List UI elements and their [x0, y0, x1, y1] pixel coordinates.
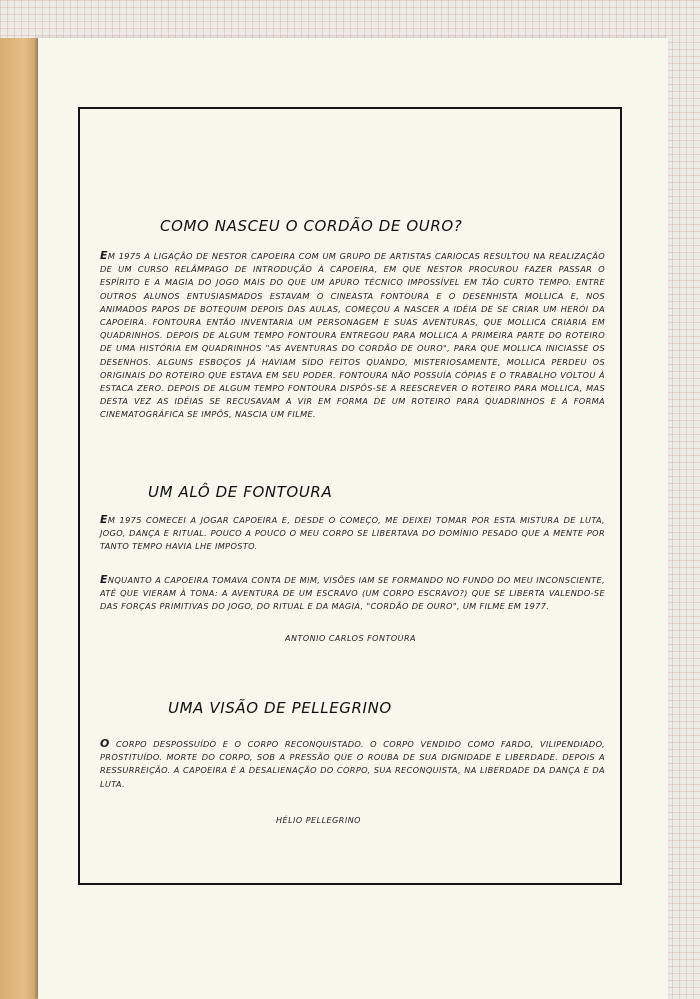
paragraph-text: M 1975 COMECEI A JOGAR CAPOEIRA E, DESDE O COMEÇO, ME DEIXEI TOMAR POR ESTA MISTURA DE LUTA, JOGO, DANÇA E RITUAL. POUCO A POUCO O MEU CORPO SE LIBERTAVA DO DOMÍNIO PESADO QUE A MENTE POR TANTO TEMPO HAVIA LHE IMPOSTO.	[100, 515, 605, 552]
section-paragraph	[100, 737, 605, 791]
section-paragraph	[100, 249, 605, 422]
section-title-como-nasceu: COMO NASCEU O CORDÃO DE OURO?	[160, 217, 463, 235]
signature-pellegrino: HÉLIO PELLEGRINO	[276, 816, 361, 825]
paragraph-text: M 1975 A LIGAÇÃO DE NESTOR CAPOEIRA COM UM GRUPO DE ARTISTAS CARIOCAS RESULTOU NA REALIZAÇÃO DE UM CURSO RELÂMPAGO DE INTRODUÇÃO À CAPOEIRA, EM QUE NESTOR PROCUROU FAZER PASSAR O ESPÍRITO E A MAGIA DO JOGO MAIS DO QUE UM APURO TÉCNICO IMPOSSÍVEL EM TÃO CURTO TEMPO. ENTRE OUTROS ALUNOS ENTUSIASMADOS ESTAVAM O CINEASTA FONTOURA E O DESENHISTA MOLLICA E, NOS ANIMADOS PAPOS DE BOTEQUIM DEPOIS DAS AULAS, COMEÇOU A NASCER A IDÉIA DE SE CRIAR UM HERÓI DA CAPOEIRA. FONTOURA ENTÃO INVENTARIA UM PERSONAGEM E SUAS AVENTURAS, QUE MOLLICA CRIARIA EM QUADRINHOS. DEPOIS DE ALGUM TEMPO FONTOURA ENTREGOU PARA MOLLICA A PRIMEIRA PARTE DO ROTEIRO DE UMA HISTÓRIA EM QUADRINHOS "AS AVENTURAS DO CORDÃO DE OURO", PARA QUE MOLLICA INICIASSE OS DESENHOS. ALGUNS ESBOÇOS JÁ HAVIAM SIDO FEITOS QUANDO, MISTERIOSAMENTE, MOLLICA PERDEU OS ORIGINAIS DO ROTEIRO QUE ESTAVA EM SEU PODER. FONTOURA NÃO POSSUÍA CÓPIAS E O TRABALHO VOLTOU À ESTACA ZERO. DEPOIS DE ALGUM TEMPO FONTOURA DISPÔS-SE A REESCREVER O ROTEIRO PARA MOLLICA, MAS DESTA VEZ AS IDÉIAS SE RECUSAVAM A VIR EM FORMA DE UM ROTEIRO PARA QUADRINHOS E A FORMA CINEMATOGRÁFICA SE IMPÔS, NASCIA UM FILME.	[100, 251, 605, 420]
section-title-um-alo: UM ALÔ DE FONTOURA	[148, 483, 333, 501]
dropcap: E	[100, 249, 108, 262]
signature-fontoura: ANTONIO CARLOS FONTOURA	[285, 634, 417, 643]
paragraph-text: CORPO DESPOSSUÍDO E O CORPO RECONQUISTADO. O CORPO VENDIDO COMO FARDO, VILIPENDIADO, PROSTITUÍDO. MORTE DO CORPO, SOB A PRESSÃO QUE O ROUBA DE SUA DIGNIDADE E LIBERDADE. DEPOIS A RESSURREIÇÃO. A CAPOEIRA É A DESALIENAÇÃO DO CORPO, SUA RECONQUISTA, NA LIBERDADE DA DANÇA E DA LUTA.	[100, 739, 605, 789]
dropcap: E	[100, 573, 108, 586]
dropcap: O	[100, 737, 110, 750]
paragraph-text: NQUANTO A CAPOEIRA TOMAVA CONTA DE MIM, VISÕES IAM SE FORMANDO NO FUNDO DO MEU INCONSCIENTE, ATÉ QUE VIERAM À TONA: A AVENTURA DE UM ESCRAVO (UM CORPO ESCRAVO?) QUE SE LIBERTA VALENDO-SE DAS FORÇAS PRIMITIVAS DO JOGO, DO RITUAL E DA MAGIA, "CORDÃO DE OURO", UM FILME EM 1977.	[100, 575, 605, 612]
dropcap: E	[100, 513, 108, 526]
section-paragraph	[100, 513, 605, 554]
section-title-uma-visao: UMA VISÃO DE PELLEGRINO	[168, 699, 392, 717]
section-paragraph	[100, 573, 605, 614]
article-content	[80, 109, 620, 883]
booklet-spine	[0, 38, 40, 999]
booklet-page	[38, 38, 668, 999]
text-frame	[78, 107, 622, 885]
